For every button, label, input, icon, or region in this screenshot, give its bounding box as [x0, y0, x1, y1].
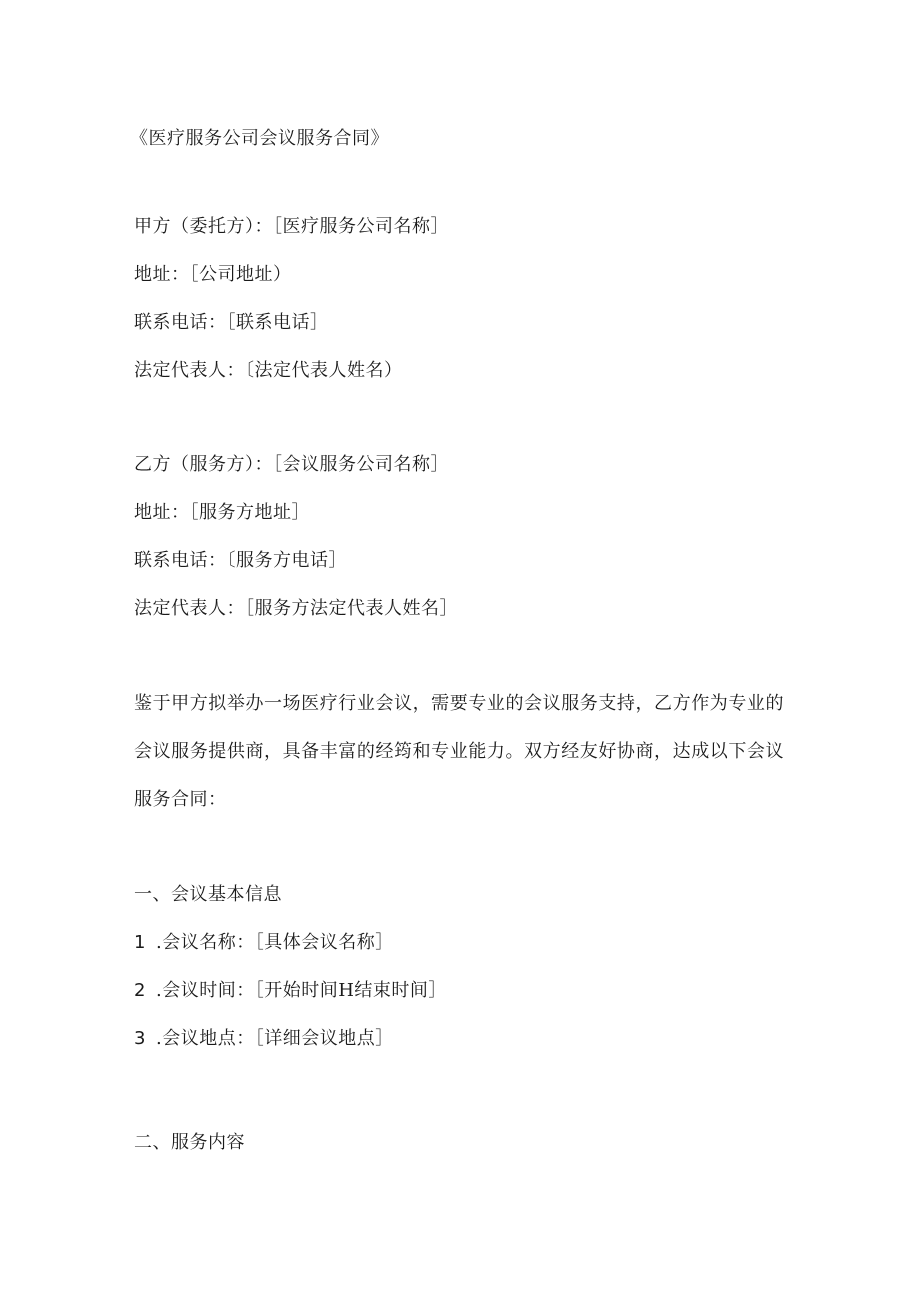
- item-text: .会议时间：［开始时间H结束时间］: [156, 980, 447, 1001]
- section-1-item: [134, 931, 394, 955]
- item-number: 2: [134, 980, 146, 1001]
- party-b-heading: 乙方（服务方）：［会议服务公司名称］: [134, 454, 449, 475]
- item-text: .会议名称：［具体会议名称］: [156, 932, 394, 953]
- section-1-heading: 一、会议基本信息: [134, 884, 282, 905]
- preamble-paragraph: 鉴于甲方拟举办一场医疗行业会议，需要专业的会议服务支持，乙方作为专业的会议服务提供商，具备丰富的经筠和专业能力。双方经友好协商，达成以下会议服务合同：: [134, 693, 784, 810]
- section-2-heading: 二、服务内容: [134, 1132, 245, 1153]
- party-b-representative: 法定代表人：［服务方法定代表人姓名］: [134, 598, 458, 619]
- section-1-item: [134, 979, 447, 1003]
- item-number: 1: [134, 932, 146, 953]
- item-text: .会议地点：［详细会议地点］: [156, 1028, 394, 1049]
- item-number: 3: [134, 1028, 146, 1049]
- section-1-item: [134, 1027, 394, 1051]
- party-a-address: 地址：［公司地址）: [134, 264, 292, 285]
- party-a-heading: 甲方（委托方）：［医疗服务公司名称］: [134, 216, 449, 237]
- party-a-representative: 法定代表人：〔法定代表人姓名）: [134, 360, 403, 381]
- party-a-phone: 联系电话：［联系电话］: [134, 312, 329, 333]
- party-b-address: 地址：［服务方地址］: [134, 502, 310, 523]
- document-title: 《医疗服务公司会议服务合同》: [130, 128, 389, 149]
- party-b-phone: 联系电话：〔服务方电话］: [134, 550, 347, 571]
